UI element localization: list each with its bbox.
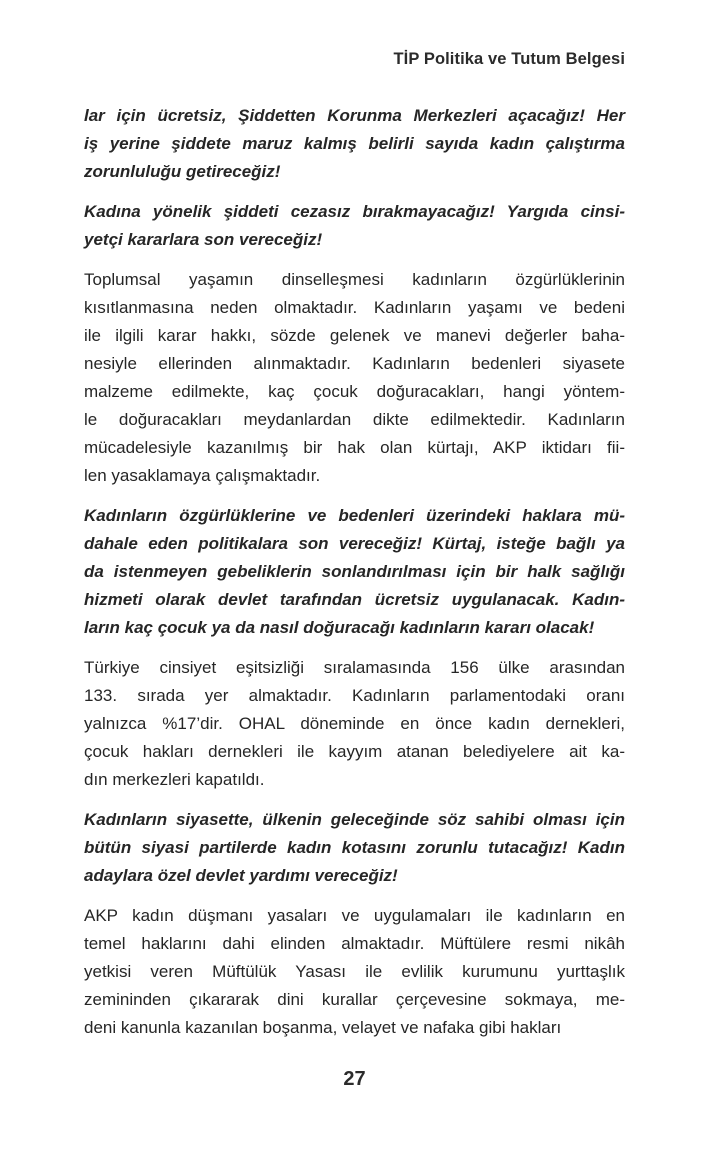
text-line: mücadelesiyle kazanılmış bir hak olan kürtajı, AKP iktidarı fii- (84, 438, 625, 457)
text-line: temel haklarını dahi elinden almaktadır. Müftülere resmi nikâh (84, 934, 625, 953)
text-line: len yasaklamaya çalışmaktadır. (84, 466, 321, 485)
text-line: dın merkezleri kapatıldı. (84, 770, 265, 789)
text-line: adaylara özel devlet yardımı vereceğiz! (84, 866, 398, 885)
text-line: zemininden çıkararak dini kurallar çerçevesine sokmaya, me- (84, 990, 625, 1009)
text-line: Kadına yönelik şiddeti cezasız bırakmayacağız! Yargıda cinsi- (84, 202, 625, 221)
text-line: zorunluluğu getireceğiz! (84, 162, 281, 181)
paragraph (84, 654, 625, 794)
text-line: yalnızca %17’dir. OHAL döneminde en önce kadın dernekleri, (84, 714, 625, 733)
text-line: çocuk hakları dernekleri ile kayyım atanan belediyelere ait ka- (84, 742, 625, 761)
paragraph (84, 266, 625, 490)
page-number: 27 (343, 1068, 366, 1090)
paragraph (84, 502, 625, 642)
text-line: Toplumsal yaşamın dinselleşmesi kadınların özgürlüklerinin (84, 270, 625, 289)
text-line: 133. sırada yer almaktadır. Kadınların parlamentodaki oranı (84, 686, 625, 705)
text-line: ların kaç çocuk ya da nasıl doğuracağı kadınların kararı olacak! (84, 618, 595, 637)
text-line: malzeme edilmekte, kaç çocuk doğuracakları, hangi yöntem- (84, 382, 625, 401)
paragraph (84, 198, 625, 254)
text-line: dahale eden politikalara son vereceğiz! Kürtaj, isteğe bağlı ya (84, 534, 625, 553)
text-line: le doğuracakları meydanlardan dikte edilmektedir. Kadınların (84, 410, 625, 429)
text-line: Kadınların özgürlüklerine ve bedenleri üzerindeki haklara mü- (84, 506, 625, 525)
text-line: kısıtlanmasına neden olmaktadır. Kadınların yaşamı ve bedeni (84, 298, 625, 317)
text-line: iş yerine şiddete maruz kalmış belirli sayıda kadın çalıştırma (84, 134, 625, 153)
running-header: TİP Politika ve Tutum Belgesi (393, 50, 625, 68)
text-line: da istenmeyen gebeliklerin sonlandırılması için bir halk sağlığı (84, 562, 625, 581)
text-line: hizmeti olarak devlet tarafından ücretsiz uygulanacak. Kadın- (84, 590, 625, 609)
text-line: Kadınların siyasette, ülkenin geleceğinde söz sahibi olması için (84, 810, 625, 829)
text-line: nesiyle ellerinden alınmaktadır. Kadınların bedenleri siyasete (84, 354, 625, 373)
paragraph (84, 902, 625, 1042)
paragraph (84, 806, 625, 890)
text-line: yetçi kararlara son vereceğiz! (84, 230, 323, 249)
text-line: Türkiye cinsiyet eşitsizliği sıralamasında 156 ülke arasından (84, 658, 625, 677)
body-text (84, 102, 625, 1054)
text-line: deni kanunla kazanılan boşanma, velayet ve nafaka gibi hakları (84, 1018, 562, 1037)
text-line: AKP kadın düşmanı yasaları ve uygulamaları ile kadınların en (84, 906, 625, 925)
text-line: ile ilgili karar hakkı, sözde gelenek ve manevi değerler baha- (84, 326, 625, 345)
text-line: bütün siyasi partilerde kadın kotasını zorunlu tutacağız! Kadın (84, 838, 625, 857)
text-line: yetkisi veren Müftülük Yasası ile evlilik kurumunu yurttaşlık (84, 962, 625, 981)
paragraph (84, 102, 625, 186)
text-line: lar için ücretsiz, Şiddetten Korunma Merkezleri açacağız! Her (84, 106, 625, 125)
